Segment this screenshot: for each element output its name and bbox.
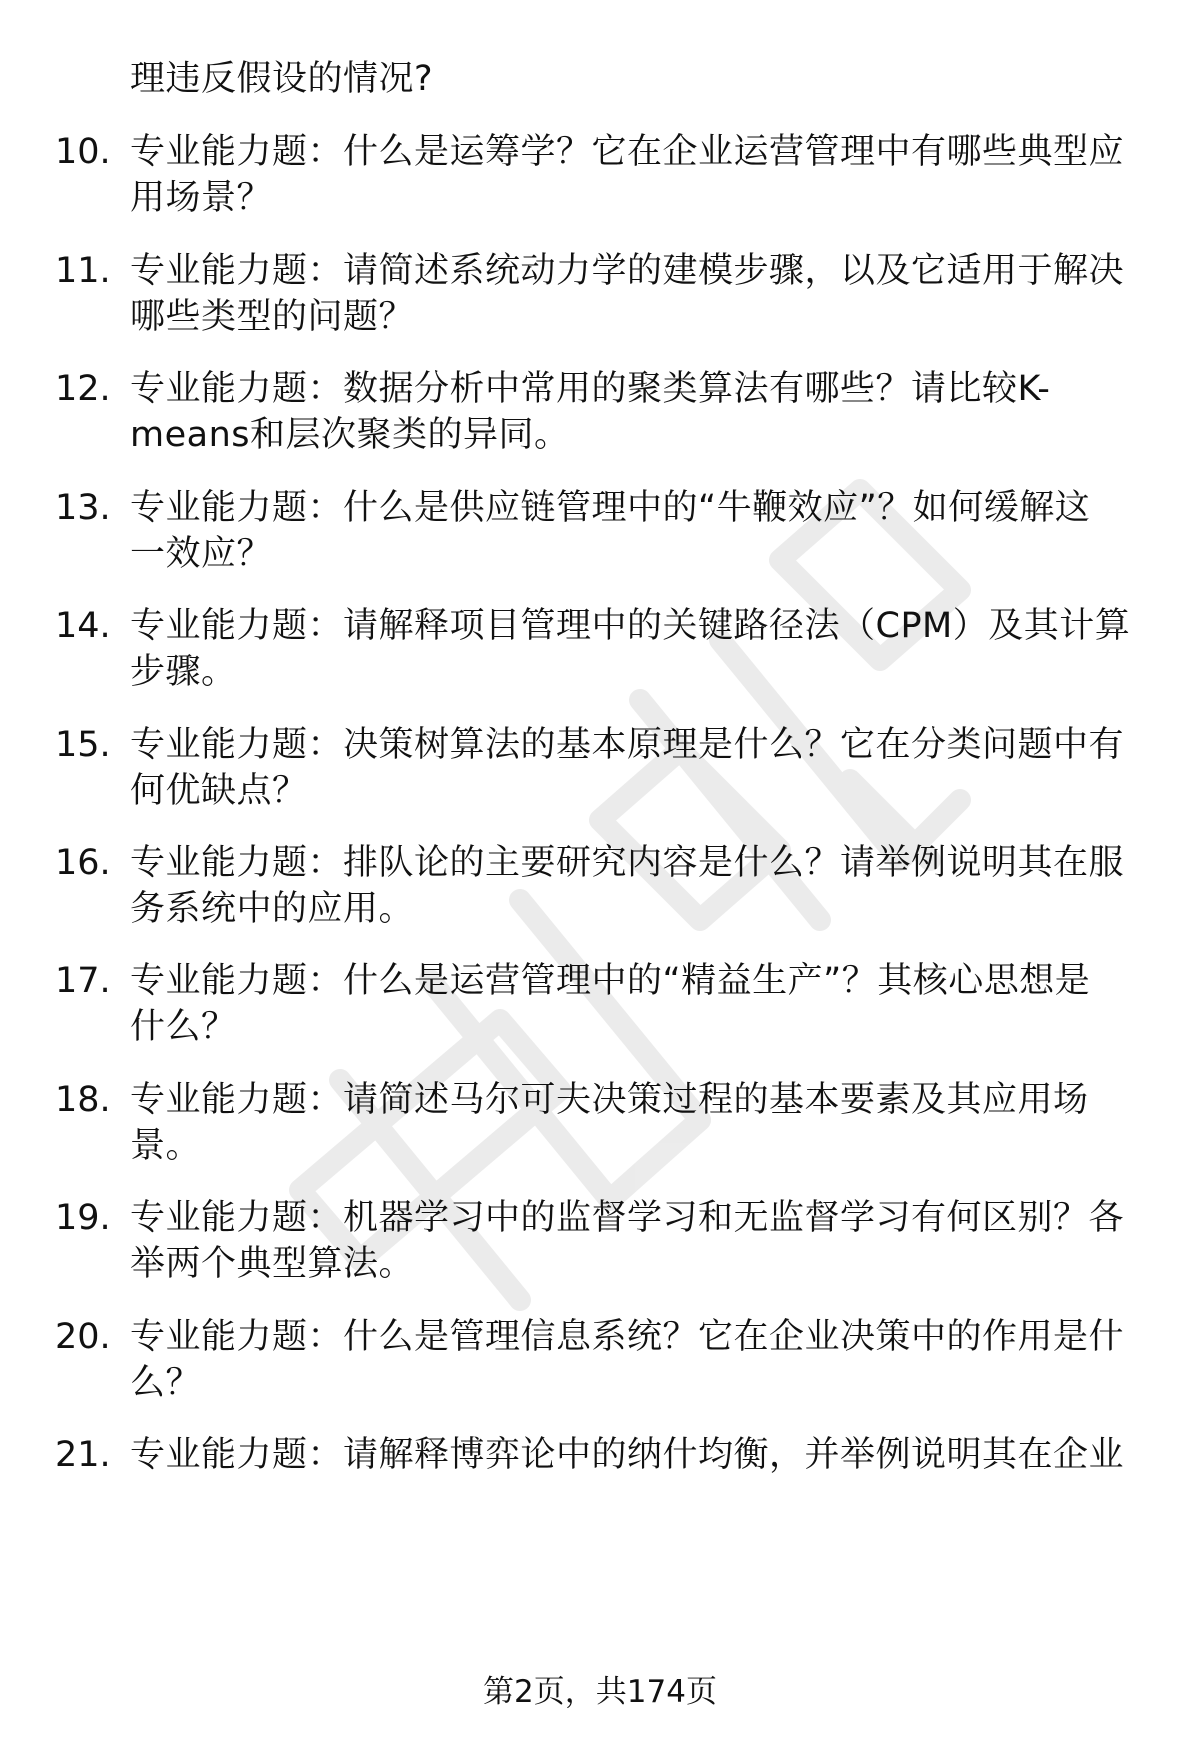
list-item-text: 一效应？ [130, 534, 273, 574]
list-item-text: 何优缺点？ [130, 771, 308, 811]
list-item-number: 16. [55, 843, 111, 883]
list-item-number: 15. [55, 725, 111, 765]
list-item-text: 哪些类型的问题？ [130, 297, 415, 337]
list-item-number: 10. [55, 132, 111, 172]
page-footer: 第2页，共174页 [483, 1674, 717, 1710]
list-item-number: 19. [55, 1198, 111, 1238]
list-item-number: 13. [55, 488, 111, 528]
list-item-number: 11. [55, 251, 111, 291]
list-item-number: 20. [55, 1317, 111, 1357]
list-item-text: 什么？ [130, 1007, 237, 1047]
list-item-text: 理违反假设的情况? [130, 59, 434, 99]
list-item-text: means和层次聚类的异同。 [130, 415, 570, 455]
list-item-text: 举两个典型算法。 [130, 1244, 415, 1284]
list-item-text: 专业能力题：请简述系统动力学的建模步骤，以及它适用于解决 [130, 251, 1125, 291]
list-item-text: 步骤。 [130, 652, 237, 692]
list-item-text: 专业能力题：什么是运筹学？它在企业运营管理中有哪些典型应 [130, 132, 1125, 172]
list-item-number: 17. [55, 961, 111, 1001]
list-item-number: 21. [55, 1435, 111, 1475]
list-item-text: 专业能力题：决策树算法的基本原理是什么？它在分类问题中有 [130, 725, 1125, 765]
list-item-text: 么？ [130, 1363, 202, 1403]
list-item-text: 务系统中的应用。 [130, 889, 415, 929]
list-item-text: 专业能力题：数据分析中常用的聚类算法有哪些？请比较K- [130, 369, 1051, 409]
list-item-text: 专业能力题：什么是供应链管理中的“牛鞭效应”？如何缓解这 [130, 488, 1091, 528]
list-item-number: 18. [55, 1080, 111, 1120]
list-item-text: 专业能力题：机器学习中的监督学习和无监督学习有何区别？各 [130, 1198, 1125, 1238]
list-item-continuation [130, 56, 433, 102]
list-item-text: 专业能力题：请解释博弈论中的纳什均衡，并举例说明其在企业 [130, 1435, 1125, 1475]
list-item-number: 14. [55, 606, 111, 646]
list-item-text: 专业能力题：排队论的主要研究内容是什么？请举例说明其在服 [130, 843, 1125, 883]
list-item-text: 专业能力题：什么是管理信息系统？它在企业决策中的作用是什 [130, 1317, 1125, 1357]
list-item-text: 专业能力题：什么是运营管理中的“精益生产”？其核心思想是 [130, 961, 1091, 1001]
list-item-text: 专业能力题：请简述马尔可夫决策过程的基本要素及其应用场 [130, 1080, 1089, 1120]
list-item-number: 12. [55, 369, 111, 409]
list-item-text: 专业能力题：请解释项目管理中的关键路径法（CPM）及其计算 [130, 606, 1131, 646]
list-item-text: 用场景？ [130, 178, 273, 218]
list-item-text: 景。 [130, 1126, 202, 1166]
